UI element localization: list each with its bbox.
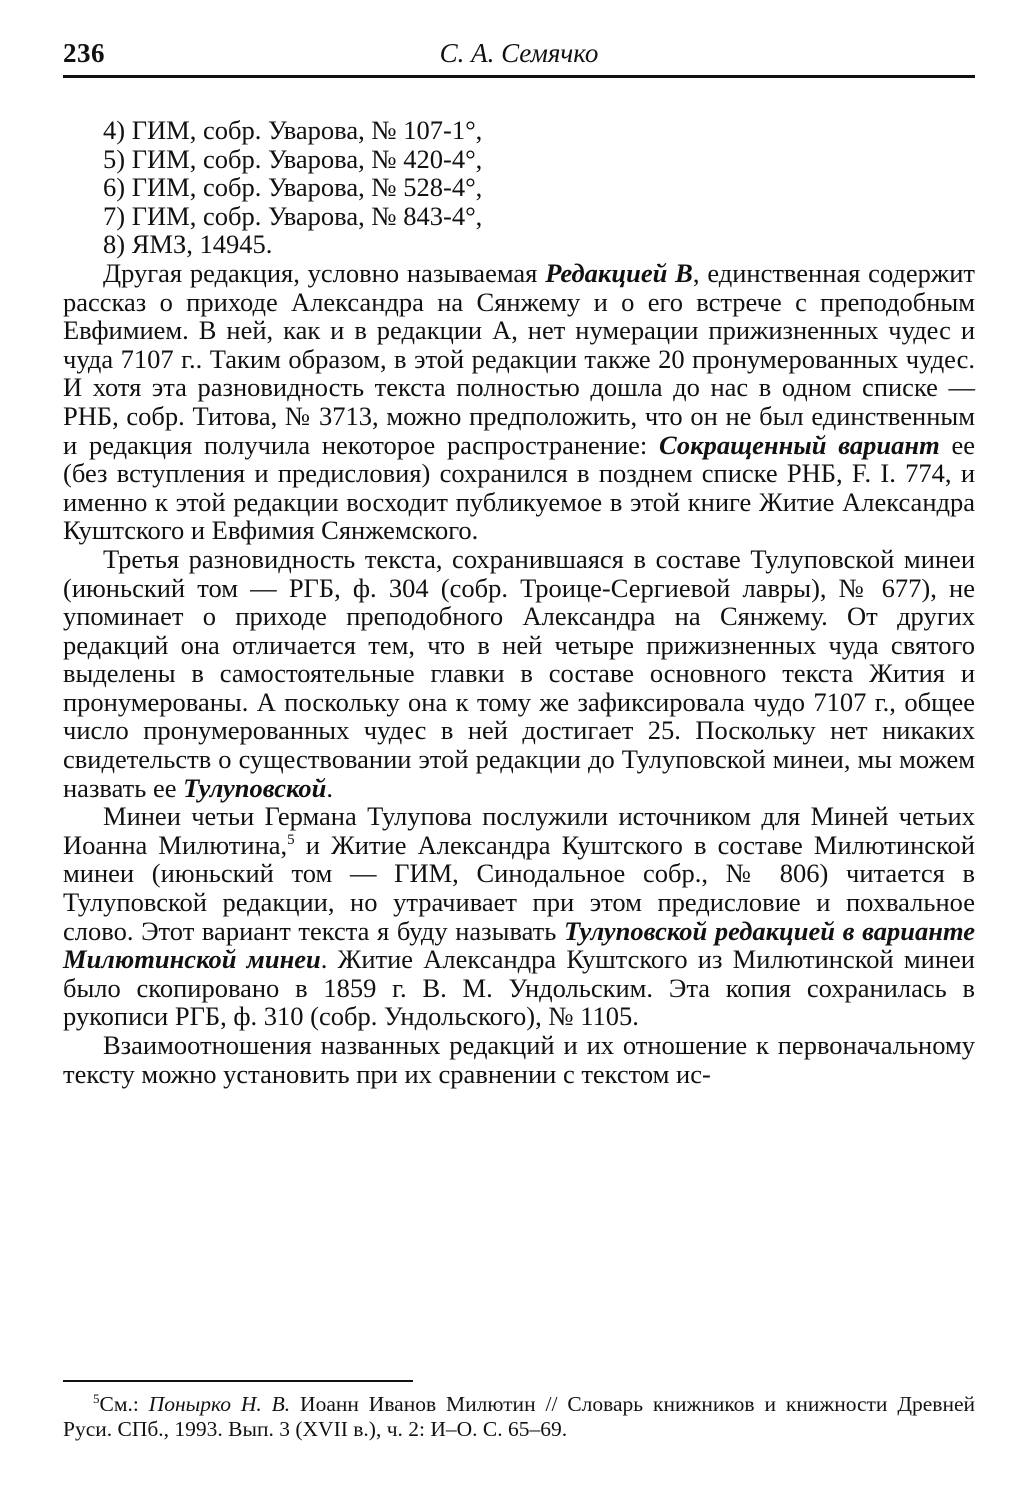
text-run: Взаимоотношения названных редакций и их отношение к первоначальному тексту можно установить при их сравнении с текстом ис- — [63, 1030, 975, 1089]
footnote — [63, 1392, 975, 1442]
text-run: ее (без вступления и предисловия) сохранился в позднем списке РНБ, F. I. 774, и именно к этой редакции восходит публикуемое в этой книге Житие Александра Куштского и Евфимия Сянжемского. — [63, 429, 975, 546]
emphasis-term: Тулуповской — [183, 772, 327, 803]
running-title: С. А. Семячко — [439, 38, 599, 68]
text-run: Иоанн Иванов Милютин // Словарь книжников и книжности Древней Руси. СПб., 1993. Вып. 3 (XVII в.), ч. 2: И–О. С. 65–69. — [63, 1392, 975, 1441]
text-run: Минеи четьи Германа Тулупова послужили источником для Миней четьих Иоанна Милютина, — [63, 801, 975, 860]
header-rule — [63, 75, 975, 78]
page-number: 236 — [63, 38, 105, 68]
emphasis-term: Сокращенный вариант — [659, 429, 940, 460]
footnote-text — [63, 1392, 975, 1442]
list-item: 8) ЯМЗ, 14945. — [103, 229, 273, 260]
body-text — [63, 116, 975, 1088]
emphasis-term: Редакцией В — [545, 257, 693, 288]
list-item: 6) ГИМ, собр. Уварова, № 528-4°, — [103, 172, 483, 203]
text-run: См.: — [99, 1392, 149, 1416]
text-run: Третья разновидность текста, сохранившаяся в составе Тулуповской минеи (июньский том — РГБ, ф. 304 (собр. Троице-Сергиевой лавры), № 677), не упоминает о приходе преподобного Александра на Сянжему. От других редакций она отличается тем, что в ней четыре прижизненных чуда святого выделены в самостоятельные главки в составе основного текста Жития и пронумерованы. А поскольку она к тому же зафиксировала чудо 7107 г., общее число пронумерованных чудес в ней достигает 25. Поскольку нет никаких свидетельств о существовании этой редакции до Тулуповской минеи, мы можем назвать ее — [63, 543, 975, 803]
paragraph-milyutin — [63, 802, 975, 1031]
text-run: , единственная содержит рассказ о приходе Александра на Сянжему и о его встрече с преподобным Евфимием. В ней, как и в редакции А, нет нумерации прижизненных чудес и чуда 7107 г.. Таким образом, в этой редакции также 20 пронумерованных чудес. И хотя эта разновидность текста полностью дошла до нас в одном списке — РНБ, собр. Титова, № 3713, можно предположить, что он не был единственным и редакция получила некоторое распространение: — [63, 257, 975, 460]
text-run: Другая редакция, условно называемая — [103, 257, 546, 288]
list-item: 4) ГИМ, собр. Уварова, № 107-1°, — [103, 115, 483, 145]
list-item: 5) ГИМ, собр. Уварова, № 420-4°, — [103, 143, 483, 174]
manuscript-list — [63, 116, 975, 259]
text-run: . — [326, 772, 333, 803]
paragraph-redaction-b — [63, 259, 975, 545]
paragraph-tulupov — [63, 545, 975, 802]
running-head — [63, 38, 975, 72]
paragraph-relations — [63, 1031, 975, 1088]
footnote-number: 5 — [93, 1391, 100, 1406]
footnote-author: Понырко Н. В. — [148, 1392, 291, 1416]
text-run: и Житие Александра Куштского в составе Милютинской минеи (июньский том — ГИМ, Синодальное собр., № 806) читается в Тулуповской редакции, но утрачивает при этом предисловие и похвальное слово. Этот вариант текста я буду называть — [63, 829, 975, 946]
text-run: . Житие Александра Куштского из Милютинской минеи было скопировано в 1859 г. В. М. Ундольским. Эта копия сохранилась в рукописи РГБ, ф. 310 (собр. Ундольского), № 1105. — [63, 944, 975, 1032]
list-item: 7) ГИМ, собр. Уварова, № 843-4°, — [103, 200, 483, 231]
footnote-rule — [63, 1380, 413, 1382]
footnote-reference[interactable]: 5 — [287, 831, 295, 848]
emphasis-term: Тулуповской редакцией в варианте Милютинской минеи — [63, 915, 975, 975]
